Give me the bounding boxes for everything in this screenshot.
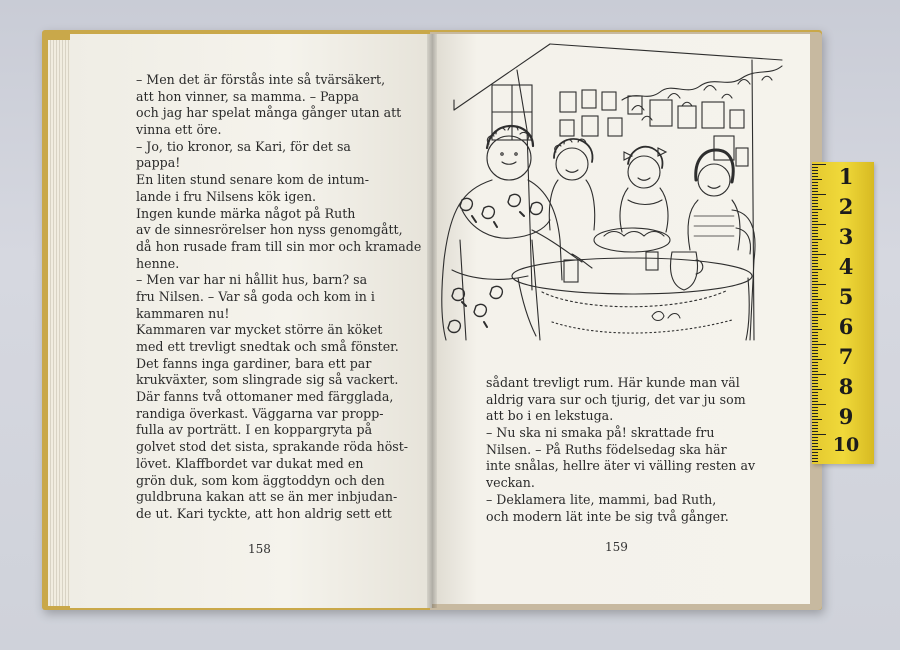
tape-tick	[812, 377, 818, 378]
tape-tick	[812, 440, 818, 441]
text-line: att hon vinner, sa mamma. – Pappa	[136, 88, 360, 104]
tape-tick	[812, 419, 822, 420]
text-line: krukväxter, som slingrade sig så vackert.	[136, 372, 399, 388]
tape-tick	[812, 269, 822, 270]
tape-tick	[812, 458, 818, 459]
tape-tick	[812, 179, 822, 180]
tape-tick	[812, 185, 818, 186]
illustration-image	[432, 40, 792, 360]
tape-tick	[812, 338, 818, 339]
text-line: de ut. Kari tyckte, att hon aldrig sett ett	[136, 505, 392, 521]
tape-tick	[812, 311, 818, 312]
tape-number: 9	[838, 404, 854, 429]
tape-tick	[812, 452, 818, 453]
text-line: – Deklamera lite, mammi, bad Ruth,	[486, 491, 717, 507]
tape-number: 6	[838, 314, 854, 339]
tape-number: 1	[838, 164, 854, 189]
tape-tick	[812, 347, 818, 348]
text-line: veckan.	[486, 475, 535, 491]
tape-tick	[812, 200, 818, 201]
tape-tick	[812, 167, 818, 168]
left-page-text	[136, 72, 421, 523]
tape-tick	[812, 356, 818, 357]
tape-tick	[812, 413, 818, 414]
tape-tick	[812, 305, 818, 306]
tape-tick	[812, 455, 818, 456]
text-line: randiga överkast. Väggarna var propp-	[136, 405, 384, 421]
tape-tick	[812, 428, 818, 429]
right-page-text	[486, 375, 755, 525]
text-line: guldbruna kakan att se än mer inbjudan-	[136, 489, 398, 505]
text-line: av de sinnesrörelser hon nyss genomgått,	[136, 222, 403, 238]
tape-tick	[812, 299, 822, 300]
tape-tick	[812, 263, 818, 264]
tape-tick	[812, 365, 818, 366]
text-line: sådant trevligt rum. Här kunde man väl	[486, 375, 740, 390]
tape-tick	[812, 215, 818, 216]
right-page-number: 159	[605, 540, 628, 554]
tape-tick	[812, 266, 818, 267]
tape-tick	[812, 386, 818, 387]
tape-tick	[812, 329, 822, 330]
tape-number: 10	[832, 434, 860, 456]
text-line: Nilsen. – På Ruths födelsedag ska här	[486, 441, 727, 457]
text-line: fru Nilsen. – Var så goda och kom in i	[136, 288, 375, 304]
tape-tick	[812, 461, 818, 462]
text-line: lande i fru Nilsens kök igen.	[136, 188, 317, 204]
tape-tick	[812, 434, 826, 435]
tape-tick	[812, 362, 818, 363]
left-page-number: 158	[248, 542, 271, 556]
tape-tick	[812, 389, 822, 390]
tape-tick	[812, 188, 818, 189]
text-line: inte snålas, hellre äter vi välling resten av	[486, 458, 756, 474]
text-line: att bo i en lekstuga.	[486, 408, 614, 424]
text-line: pappa!	[136, 155, 181, 171]
text-line: – Men var har ni hållit hus, barn? sa	[136, 272, 368, 288]
tape-tick	[812, 248, 818, 249]
tape-tick	[812, 368, 818, 369]
tape-number: 4	[838, 254, 854, 279]
tape-tick	[812, 395, 818, 396]
tape-tick	[812, 371, 818, 372]
tape-tick	[812, 197, 818, 198]
text-line: Det fanns inga gardiner, bara ett par	[136, 355, 372, 371]
tape-tick	[812, 422, 818, 423]
text-line: och modern lät inte be sig två gånger.	[486, 508, 729, 524]
tape-tick	[812, 437, 818, 438]
tape-tick	[812, 170, 818, 171]
tape-tick	[812, 239, 822, 240]
tape-number: 3	[838, 224, 854, 249]
text-line: – Nu ska ni smaka på! skrattade fru	[486, 425, 715, 441]
tape-tick	[812, 314, 826, 315]
tape-tick	[812, 164, 826, 165]
tape-tick	[812, 350, 818, 351]
tape-tick	[812, 221, 818, 222]
tape-tick	[812, 278, 818, 279]
tape-tick	[812, 320, 818, 321]
tape-tick	[812, 212, 818, 213]
tape-tick	[812, 374, 826, 375]
tape-tick	[812, 230, 818, 231]
tape-tick	[812, 227, 818, 228]
text-line: med ett trevligt snedtak och små fönster.	[136, 339, 399, 354]
text-line: Kammaren var mycket större än köket	[136, 322, 383, 338]
tape-tick	[812, 290, 818, 291]
tape-tick	[812, 218, 818, 219]
tape-tick	[812, 176, 818, 177]
tape-tick	[812, 287, 818, 288]
tape-tick	[812, 203, 818, 204]
tape-tick	[812, 182, 818, 183]
text-line: fulla av porträtt. I en koppargryta på	[136, 422, 373, 438]
tape-tick	[812, 326, 818, 327]
tape-tick	[812, 410, 818, 411]
tape-tick	[812, 407, 818, 408]
tape-tick	[812, 431, 818, 432]
tape-number: 7	[838, 344, 854, 369]
tape-tick	[812, 416, 818, 417]
text-line: och jag har spelat många gånger utan att	[136, 105, 402, 121]
tape-tick	[812, 206, 818, 207]
tape-tick	[812, 383, 818, 384]
tape-tick	[812, 404, 826, 405]
tape-tick	[812, 284, 826, 285]
tape-tick	[812, 260, 818, 261]
tape-tick	[812, 308, 818, 309]
text-line: då hon rusade fram till sin mor och kramade	[136, 238, 422, 254]
text-line: grön duk, som kom äggtoddyn och den	[136, 472, 385, 488]
tape-tick	[812, 344, 826, 345]
tape-tick	[812, 257, 818, 258]
tape-tick	[812, 194, 826, 195]
text-line: lövet. Klaffbordet var dukat med en	[136, 455, 364, 471]
text-line: henne.	[136, 255, 180, 271]
tape-tick	[812, 449, 822, 450]
text-line: – Jo, tio kronor, sa Kari, för det sa	[136, 138, 351, 154]
tape-number: 8	[838, 374, 854, 399]
text-line: golvet stod det sista, sprakande röda höst-	[136, 439, 409, 455]
tape-tick	[812, 293, 818, 294]
tape-tick	[812, 332, 818, 333]
tape-number: 5	[838, 284, 854, 309]
tape-tick	[812, 224, 826, 225]
tape-tick	[812, 359, 822, 360]
tape-tick	[812, 302, 818, 303]
tape-tick	[812, 275, 818, 276]
tape-tick	[812, 425, 818, 426]
tape-tick	[812, 233, 818, 234]
tape-tick	[812, 209, 822, 210]
text-line: vinna ett öre.	[136, 122, 222, 138]
tape-number: 2	[838, 194, 854, 219]
tape-tick	[812, 272, 818, 273]
tape-tick	[812, 323, 818, 324]
tape-tick	[812, 296, 818, 297]
text-line: aldrig vara sur och tjurig, det var ju som	[486, 391, 746, 407]
tape-tick	[812, 341, 818, 342]
tape-tick	[812, 335, 818, 336]
tape-tick	[812, 398, 818, 399]
text-line: kammaren nu!	[136, 305, 230, 321]
tape-tick	[812, 236, 818, 237]
tape-tick	[812, 173, 818, 174]
tape-tick	[812, 446, 818, 447]
tape-tick	[812, 242, 818, 243]
tape-tick	[812, 191, 818, 192]
tape-tick	[812, 245, 818, 246]
text-line: – Men det är förstås inte så tvärsäkert,	[136, 72, 386, 87]
text-line: Ingen kunde märka något på Ruth	[136, 205, 356, 221]
tape-tick	[812, 281, 818, 282]
text-line: Där fanns två ottomaner med färgglada,	[136, 389, 394, 405]
tape-tick	[812, 401, 818, 402]
tape-tick	[812, 317, 818, 318]
tape-tick	[812, 380, 818, 381]
tape-tick	[812, 251, 818, 252]
text-line: En liten stund senare kom de intum-	[136, 172, 369, 188]
measuring-tape	[812, 162, 874, 464]
tape-tick	[812, 353, 818, 354]
tape-tick	[812, 254, 826, 255]
tape-tick	[812, 392, 818, 393]
tape-tick	[812, 443, 818, 444]
